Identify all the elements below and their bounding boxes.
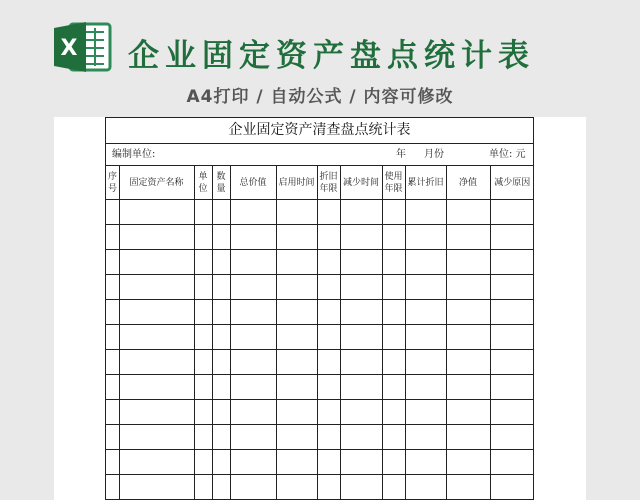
table-cell[interactable] bbox=[119, 450, 194, 475]
logo-letter: X bbox=[60, 36, 78, 61]
table-cell[interactable] bbox=[340, 375, 382, 400]
table-cell[interactable] bbox=[317, 200, 340, 225]
table-cell[interactable] bbox=[446, 425, 490, 450]
table-cell[interactable] bbox=[446, 475, 490, 500]
table-cell[interactable] bbox=[446, 225, 490, 250]
col-header-reduction-reason: 减少原因 bbox=[490, 166, 534, 200]
col-header-accumulated-depreciation: 累计折旧 bbox=[405, 166, 446, 200]
table-cell[interactable] bbox=[194, 400, 212, 425]
header-row bbox=[106, 166, 534, 200]
table-cell[interactable] bbox=[276, 350, 317, 375]
table-cell[interactable] bbox=[212, 450, 230, 475]
table-cell[interactable] bbox=[405, 275, 446, 300]
table-cell[interactable] bbox=[405, 250, 446, 275]
table-cell[interactable] bbox=[276, 450, 317, 475]
table-cell[interactable] bbox=[490, 325, 534, 350]
table-cell[interactable] bbox=[119, 200, 194, 225]
table-cell[interactable] bbox=[405, 300, 446, 325]
table-cell[interactable] bbox=[106, 375, 119, 400]
col-header-total-value: 总价值 bbox=[230, 166, 276, 200]
table-cell[interactable] bbox=[194, 200, 212, 225]
table-cell[interactable] bbox=[317, 275, 340, 300]
table-row bbox=[106, 225, 534, 250]
page-subtitle: A4打印 / 自动公式 / 内容可修改 bbox=[186, 87, 454, 107]
table-row bbox=[106, 250, 534, 275]
table-row bbox=[106, 325, 534, 350]
table-cell[interactable] bbox=[382, 250, 405, 275]
table-cell[interactable] bbox=[230, 225, 276, 250]
table-cell[interactable] bbox=[382, 450, 405, 475]
table-cell[interactable] bbox=[340, 475, 382, 500]
table-cell[interactable] bbox=[340, 450, 382, 475]
table-cell[interactable] bbox=[382, 225, 405, 250]
table-cell[interactable] bbox=[446, 325, 490, 350]
table-cell[interactable] bbox=[340, 225, 382, 250]
table-cell[interactable] bbox=[276, 300, 317, 325]
table-row bbox=[106, 425, 534, 450]
info-row bbox=[106, 144, 533, 166]
table-cell[interactable] bbox=[106, 250, 119, 275]
table-cell[interactable] bbox=[382, 375, 405, 400]
table-cell[interactable] bbox=[490, 475, 534, 500]
table-cell[interactable] bbox=[382, 425, 405, 450]
table-cell[interactable] bbox=[317, 225, 340, 250]
table-cell[interactable] bbox=[490, 425, 534, 450]
table-row bbox=[106, 475, 534, 500]
table-cell[interactable] bbox=[405, 400, 446, 425]
table-cell[interactable] bbox=[405, 375, 446, 400]
table-cell[interactable] bbox=[490, 350, 534, 375]
table-cell[interactable] bbox=[340, 300, 382, 325]
table-cell[interactable] bbox=[490, 225, 534, 250]
col-header-quantity: 数量 bbox=[212, 166, 230, 200]
table-cell[interactable] bbox=[276, 375, 317, 400]
table-cell[interactable] bbox=[340, 400, 382, 425]
table-cell[interactable] bbox=[230, 350, 276, 375]
table-cell[interactable] bbox=[276, 225, 317, 250]
table-cell[interactable] bbox=[405, 350, 446, 375]
table-cell[interactable] bbox=[317, 375, 340, 400]
table-cell[interactable] bbox=[106, 300, 119, 325]
table-cell[interactable] bbox=[212, 350, 230, 375]
table-cell[interactable] bbox=[194, 425, 212, 450]
table-cell[interactable] bbox=[276, 325, 317, 350]
table-cell[interactable] bbox=[106, 275, 119, 300]
month-label: 月份 bbox=[424, 149, 444, 160]
table-cell[interactable] bbox=[194, 450, 212, 475]
table-cell[interactable] bbox=[212, 225, 230, 250]
table-cell[interactable] bbox=[119, 425, 194, 450]
table-cell[interactable] bbox=[317, 450, 340, 475]
table-cell[interactable] bbox=[446, 250, 490, 275]
table-cell[interactable] bbox=[382, 275, 405, 300]
table-cell[interactable] bbox=[340, 200, 382, 225]
table-cell[interactable] bbox=[194, 225, 212, 250]
table-cell[interactable] bbox=[276, 275, 317, 300]
table-cell[interactable] bbox=[212, 475, 230, 500]
table-cell[interactable] bbox=[194, 350, 212, 375]
table-cell[interactable] bbox=[317, 475, 340, 500]
table-cell[interactable] bbox=[106, 425, 119, 450]
table-cell[interactable] bbox=[276, 475, 317, 500]
table-cell[interactable] bbox=[490, 200, 534, 225]
table-cell[interactable] bbox=[405, 475, 446, 500]
table-cell[interactable] bbox=[490, 250, 534, 275]
table-cell[interactable] bbox=[119, 400, 194, 425]
page-title: 企业固定资产盘点统计表 bbox=[128, 38, 535, 74]
table-cell[interactable] bbox=[212, 400, 230, 425]
table-cell[interactable] bbox=[119, 475, 194, 500]
table-cell[interactable] bbox=[340, 275, 382, 300]
table-cell[interactable] bbox=[212, 200, 230, 225]
table-cell[interactable] bbox=[276, 425, 317, 450]
table-row bbox=[106, 200, 534, 225]
table-cell[interactable] bbox=[317, 400, 340, 425]
table-cell[interactable] bbox=[405, 200, 446, 225]
table-cell[interactable] bbox=[317, 425, 340, 450]
table-cell[interactable] bbox=[119, 350, 194, 375]
table-cell[interactable] bbox=[230, 275, 276, 300]
table-cell[interactable] bbox=[230, 375, 276, 400]
table-cell[interactable] bbox=[106, 400, 119, 425]
table-cell[interactable] bbox=[340, 250, 382, 275]
spreadsheet bbox=[105, 117, 534, 500]
col-header-index: 序号 bbox=[106, 166, 119, 200]
table-cell[interactable] bbox=[382, 350, 405, 375]
table-cell[interactable] bbox=[119, 325, 194, 350]
excel-logo-icon bbox=[52, 18, 114, 76]
table-cell[interactable] bbox=[119, 225, 194, 250]
table-cell[interactable] bbox=[106, 225, 119, 250]
table-cell[interactable] bbox=[212, 375, 230, 400]
table-cell[interactable] bbox=[106, 325, 119, 350]
col-header-asset-name: 固定资产名称 bbox=[119, 166, 194, 200]
table-cell[interactable] bbox=[276, 200, 317, 225]
table-cell[interactable] bbox=[212, 425, 230, 450]
table-cell[interactable] bbox=[212, 275, 230, 300]
table-cell[interactable] bbox=[194, 300, 212, 325]
col-header-service-years: 使用年限 bbox=[382, 166, 405, 200]
table-row bbox=[106, 275, 534, 300]
table-cell[interactable] bbox=[490, 450, 534, 475]
table-cell[interactable] bbox=[106, 450, 119, 475]
table-cell[interactable] bbox=[119, 275, 194, 300]
table-cell[interactable] bbox=[340, 425, 382, 450]
table-cell[interactable] bbox=[194, 375, 212, 400]
table-cell[interactable] bbox=[194, 250, 212, 275]
table-cell[interactable] bbox=[446, 275, 490, 300]
table-cell[interactable] bbox=[405, 325, 446, 350]
table-cell[interactable] bbox=[317, 300, 340, 325]
table-cell[interactable] bbox=[212, 300, 230, 325]
table-cell[interactable] bbox=[382, 300, 405, 325]
table-row bbox=[106, 375, 534, 400]
table-body bbox=[106, 200, 534, 500]
table-cell[interactable] bbox=[317, 350, 340, 375]
table-cell[interactable] bbox=[446, 400, 490, 425]
table-cell[interactable] bbox=[340, 325, 382, 350]
table-cell[interactable] bbox=[230, 425, 276, 450]
table-cell[interactable] bbox=[490, 300, 534, 325]
table-cell[interactable] bbox=[490, 400, 534, 425]
col-header-depreciation-years: 折旧年限 bbox=[317, 166, 340, 200]
table-cell[interactable] bbox=[405, 425, 446, 450]
table-cell[interactable] bbox=[382, 325, 405, 350]
table-cell[interactable] bbox=[230, 450, 276, 475]
table-cell[interactable] bbox=[446, 350, 490, 375]
table-cell[interactable] bbox=[230, 200, 276, 225]
table-cell[interactable] bbox=[119, 375, 194, 400]
col-header-start-date: 启用时间 bbox=[276, 166, 317, 200]
table-cell[interactable] bbox=[446, 450, 490, 475]
table-cell[interactable] bbox=[446, 300, 490, 325]
table-cell[interactable] bbox=[230, 300, 276, 325]
table-cell[interactable] bbox=[194, 475, 212, 500]
table-cell[interactable] bbox=[405, 225, 446, 250]
table-cell[interactable] bbox=[382, 400, 405, 425]
table-cell[interactable] bbox=[490, 275, 534, 300]
table-cell[interactable] bbox=[490, 375, 534, 400]
table-cell[interactable] bbox=[276, 400, 317, 425]
table-cell[interactable] bbox=[230, 475, 276, 500]
table-cell[interactable] bbox=[405, 450, 446, 475]
table-row bbox=[106, 350, 534, 375]
unit-label: 编制单位: bbox=[112, 149, 156, 160]
table-cell[interactable] bbox=[382, 475, 405, 500]
table-cell[interactable] bbox=[212, 325, 230, 350]
table-cell[interactable] bbox=[119, 250, 194, 275]
asset-table bbox=[106, 166, 534, 500]
table-cell[interactable] bbox=[446, 375, 490, 400]
sheet-title: 企业固定资产清查盘点统计表 bbox=[106, 118, 533, 144]
col-header-reduction-date: 减少时间 bbox=[340, 166, 382, 200]
table-cell[interactable] bbox=[194, 325, 212, 350]
col-header-unit: 单位 bbox=[194, 166, 212, 200]
table-cell[interactable] bbox=[446, 200, 490, 225]
table-row bbox=[106, 300, 534, 325]
table-cell[interactable] bbox=[106, 350, 119, 375]
table-cell[interactable] bbox=[106, 200, 119, 225]
currency-label: 单位: 元 bbox=[489, 149, 526, 160]
table-cell[interactable] bbox=[382, 200, 405, 225]
year-label: 年 bbox=[396, 149, 406, 160]
table-row bbox=[106, 400, 534, 425]
table-cell[interactable] bbox=[194, 275, 212, 300]
table-cell[interactable] bbox=[317, 325, 340, 350]
table-cell[interactable] bbox=[276, 250, 317, 275]
table-cell[interactable] bbox=[230, 400, 276, 425]
table-cell[interactable] bbox=[230, 250, 276, 275]
table-cell[interactable] bbox=[106, 475, 119, 500]
table-cell[interactable] bbox=[317, 250, 340, 275]
table-cell[interactable] bbox=[119, 300, 194, 325]
table-cell[interactable] bbox=[340, 350, 382, 375]
table-cell[interactable] bbox=[212, 250, 230, 275]
col-header-net-value: 净值 bbox=[446, 166, 490, 200]
table-row bbox=[106, 450, 534, 475]
table-cell[interactable] bbox=[230, 325, 276, 350]
